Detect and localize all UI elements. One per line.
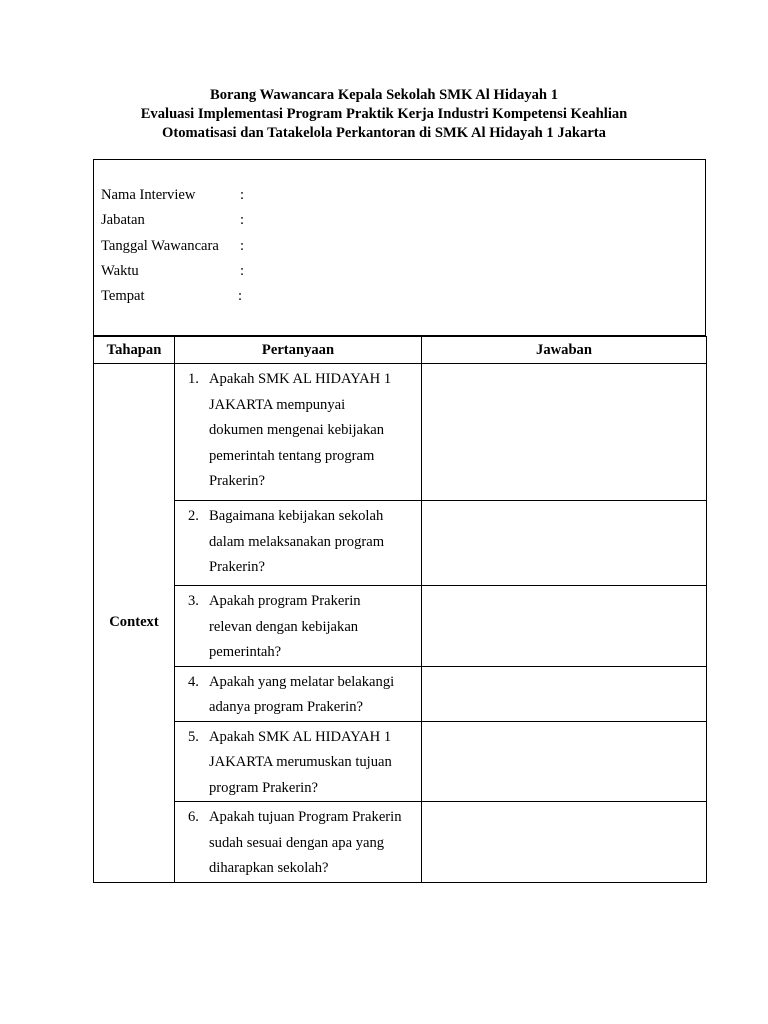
info-row-position xyxy=(101,211,244,229)
question-number: 4. xyxy=(188,673,199,690)
info-row-interviewee xyxy=(101,186,244,204)
question-line: dokumen mengenai kebijakan xyxy=(209,422,385,438)
question-line: pemerintah? xyxy=(209,644,282,660)
question-number: 5. xyxy=(188,728,199,745)
answer-cell[interactable] xyxy=(422,364,707,501)
question-line: relevan dengan kebijakan xyxy=(209,618,359,635)
table-row xyxy=(94,721,707,802)
question-number: 1. xyxy=(188,371,199,387)
question-cell xyxy=(175,721,422,802)
interview-info-box xyxy=(93,159,706,336)
info-label: Waktu xyxy=(101,263,139,279)
question-number: 6. xyxy=(188,809,199,825)
info-separator: : xyxy=(240,187,245,203)
info-separator: : xyxy=(240,238,245,254)
info-separator: : xyxy=(238,288,243,304)
question-line: Apakah tujuan Program Prakerin xyxy=(209,809,402,825)
form-title xyxy=(0,86,768,143)
answer-cell[interactable] xyxy=(422,501,707,586)
answer-cell[interactable] xyxy=(422,666,707,721)
question-line: diharapkan sekolah? xyxy=(209,860,329,876)
question-line: sudah sesuai dengan apa yang xyxy=(209,834,385,851)
info-separator: : xyxy=(240,263,245,279)
info-label: Tempat xyxy=(101,288,145,304)
question-number: 3. xyxy=(188,593,199,609)
question-line: Apakah SMK AL HIDAYAH 1 xyxy=(209,371,392,387)
question-line: JAKARTA merumuskan tujuan xyxy=(209,754,392,770)
table-row xyxy=(94,501,707,586)
question-line: Prakerin? xyxy=(209,473,265,489)
question-line: Apakah yang melatar belakangi xyxy=(209,673,395,690)
header-answer: Jawaban xyxy=(422,337,707,364)
info-row-date xyxy=(101,237,244,255)
table-row xyxy=(94,364,707,501)
info-label: Jabatan xyxy=(101,212,145,228)
question-line: Apakah program Prakerin xyxy=(209,593,361,609)
info-row-time xyxy=(101,262,244,280)
question-cell xyxy=(175,364,422,501)
question-line: adanya program Prakerin? xyxy=(209,699,363,715)
header-stage: Tahapan xyxy=(94,337,175,364)
title-line-1: Borang Wawancara Kepala Sekolah SMK Al Hidayah 1 xyxy=(209,87,558,103)
answer-cell[interactable] xyxy=(422,721,707,802)
question-number: 2. xyxy=(188,508,199,524)
header-question: Pertanyaan xyxy=(175,337,422,364)
info-separator: : xyxy=(240,212,245,228)
answer-cell[interactable] xyxy=(422,802,707,883)
question-cell xyxy=(175,802,422,883)
table-row xyxy=(94,666,707,721)
title-line-2: Evaluasi Implementasi Program Praktik Kerja Industri Kompetensi Keahlian xyxy=(140,106,628,122)
question-line: dalam melaksanakan program xyxy=(209,533,385,550)
question-line: Apakah SMK AL HIDAYAH 1 xyxy=(209,728,392,745)
table-row xyxy=(94,586,707,667)
question-line: JAKARTA mempunyai xyxy=(209,396,346,413)
question-line: program Prakerin? xyxy=(209,779,319,796)
question-line: Prakerin? xyxy=(209,559,265,575)
question-line: pemerintah tentang program xyxy=(209,447,375,464)
interview-questions-table xyxy=(93,336,707,883)
info-label: Nama Interview xyxy=(101,187,196,203)
question-cell xyxy=(175,666,422,721)
title-line-3: Otomatisasi dan Tatakelola Perkantoran di SMK Al Hidayah 1 Jakarta xyxy=(162,125,606,141)
info-label: Tanggal Wawancara xyxy=(101,238,219,254)
info-row-place xyxy=(101,287,242,305)
table-header-row xyxy=(94,337,707,364)
table-row xyxy=(94,802,707,883)
answer-cell[interactable] xyxy=(422,586,707,667)
question-cell xyxy=(175,501,422,586)
question-line: Bagaimana kebijakan sekolah xyxy=(209,508,384,524)
stage-context: Context xyxy=(94,364,175,883)
question-cell xyxy=(175,586,422,667)
